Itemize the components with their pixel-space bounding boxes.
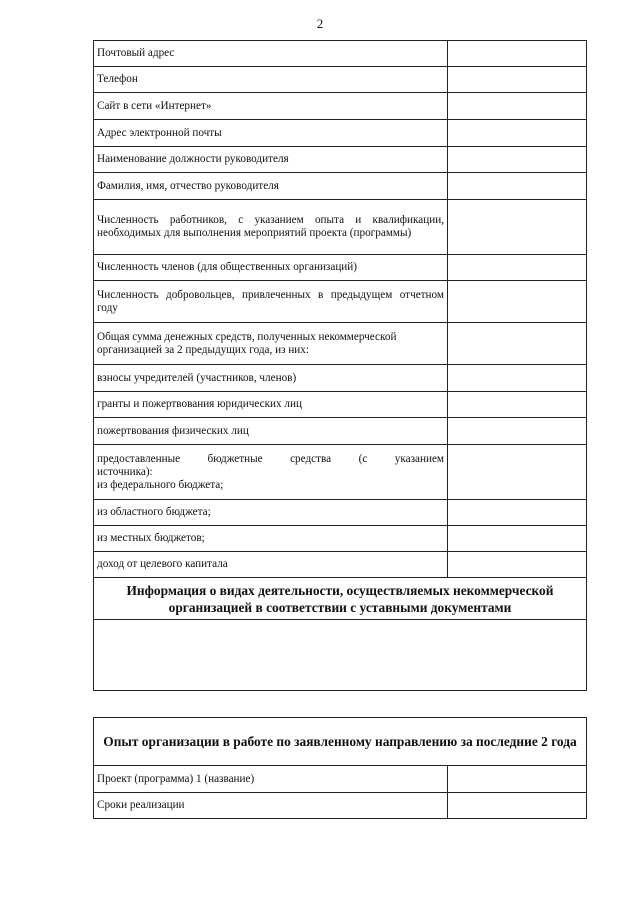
organization-info-table <box>93 40 587 691</box>
value-cell[interactable] <box>448 418 587 445</box>
value-cell[interactable] <box>448 255 587 281</box>
table-row <box>94 526 587 552</box>
row-label: Численность добровольцев, привлеченных в предыдущем отчетном году <box>94 281 448 323</box>
row-label: Сроки реализации <box>94 793 448 819</box>
table-row <box>94 418 587 445</box>
table-row <box>94 552 587 578</box>
table-row <box>94 41 587 67</box>
activity-section-header: Информация о видах деятельности, осуществляемых некоммерческой организацией в соответствии с уставными документами <box>94 578 587 620</box>
table-row <box>94 578 587 620</box>
value-cell[interactable] <box>448 365 587 392</box>
table-row <box>94 120 587 147</box>
table-row <box>94 718 587 766</box>
table-row <box>94 445 587 500</box>
row-label: Наименование должности руководителя <box>94 147 448 173</box>
row-label <box>94 445 448 500</box>
table-row <box>94 281 587 323</box>
experience-section-header: Опыт организации в работе по заявленному направлению за последние 2 года <box>94 718 587 766</box>
row-label-line: предоставленные бюджетные средства (с указанием <box>97 452 444 465</box>
table-row <box>94 766 587 793</box>
value-cell[interactable] <box>448 445 587 500</box>
row-label: Сайт в сети «Интернет» <box>94 93 448 120</box>
row-label: Адрес электронной почты <box>94 120 448 147</box>
table-row <box>94 323 587 365</box>
value-cell[interactable] <box>448 147 587 173</box>
value-cell[interactable] <box>448 173 587 200</box>
table-row <box>94 67 587 93</box>
table-row <box>94 392 587 418</box>
value-cell[interactable] <box>448 41 587 67</box>
page-number: 2 <box>316 16 324 31</box>
experience-table <box>93 717 587 819</box>
row-label: доход от целевого капитала <box>94 552 448 578</box>
table-row <box>94 147 587 173</box>
table-row <box>94 93 587 120</box>
value-cell[interactable] <box>448 281 587 323</box>
row-label-line: источника): <box>97 465 153 478</box>
row-label: Фамилия, имя, отчество руководителя <box>94 173 448 200</box>
value-cell[interactable] <box>448 766 587 793</box>
row-label: Численность членов (для общественных организаций) <box>94 255 448 281</box>
row-label: гранты и пожертвования юридических лиц <box>94 392 448 418</box>
value-cell[interactable] <box>448 500 587 526</box>
table-row <box>94 255 587 281</box>
value-cell[interactable] <box>448 552 587 578</box>
row-label: взносы учредителей (участников, членов) <box>94 365 448 392</box>
table-row <box>94 620 587 691</box>
row-label: Почтовый адрес <box>94 41 448 67</box>
value-cell[interactable] <box>448 93 587 120</box>
table-row <box>94 173 587 200</box>
row-label: Проект (программа) 1 (название) <box>94 766 448 793</box>
table-row <box>94 793 587 819</box>
row-label: из областного бюджета; <box>94 500 448 526</box>
row-label: Численность работников, с указанием опыта и квалификации, необходимых для выполнения мероприятий проекта (программы) <box>94 200 448 255</box>
value-cell[interactable] <box>448 67 587 93</box>
table-row <box>94 365 587 392</box>
value-cell[interactable] <box>448 323 587 365</box>
table-row <box>94 500 587 526</box>
row-sublabel: из федерального бюджета; <box>97 478 224 491</box>
value-cell[interactable] <box>448 392 587 418</box>
value-cell[interactable] <box>448 120 587 147</box>
activity-description-field[interactable] <box>94 620 587 691</box>
row-label: Общая сумма денежных средств, полученных некоммерческой организацией за 2 предыдущих года, из них: <box>94 323 448 365</box>
row-label: пожертвования физических лиц <box>94 418 448 445</box>
value-cell[interactable] <box>448 200 587 255</box>
table-row <box>94 200 587 255</box>
row-label: Телефон <box>94 67 448 93</box>
value-cell[interactable] <box>448 793 587 819</box>
row-label: из местных бюджетов; <box>94 526 448 552</box>
value-cell[interactable] <box>448 526 587 552</box>
